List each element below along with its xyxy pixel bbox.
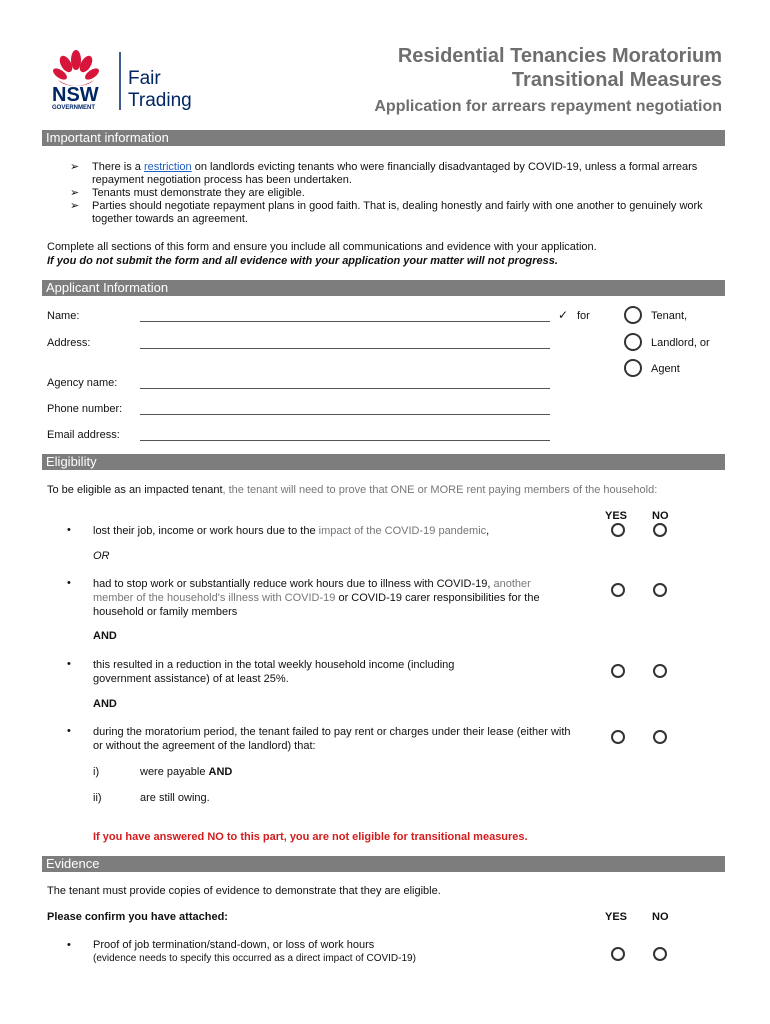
eligibility-intro: To be eligible as an impacted tenant, the tenant will need to prove that ONE or MORE rent paying members of the household: [47,484,658,496]
tenant-label: Tenant, [651,310,688,322]
logo-government-text: GOVERNMENT [52,105,96,111]
nsw-fair-trading-logo [48,44,228,124]
document-title [374,44,722,120]
name-label: Name: [47,310,80,322]
evidence-item-1: Proof of job termination/stand-down, or loss of work hours (evidence needs to specify this occurred as a direct impact of COVID-19) [93,939,416,964]
item3-yes-radio[interactable] [611,664,625,678]
phone-input[interactable] [140,404,550,415]
or-connector: OR [93,550,110,562]
complete-instructions: Complete all sections of this form and ensure you include all communications and evidence with your application. [47,241,597,253]
for-label: for [577,310,590,322]
section-header-important: Important information [42,130,725,146]
agent-radio[interactable] [624,359,642,377]
email-input[interactable] [140,430,550,441]
bullet-item: ➢ There is a restriction on landlords evicting tenants who were financially disadvantaged by COVID-19, unless a formal arrears repayment negotiation process has been undertaken. [70,161,698,186]
yes-column-header: YES [605,510,628,522]
title-line-2: Transitional Measures [511,69,722,91]
logo-fair-text: Fair [128,68,161,89]
bullet-dot: • [67,524,71,536]
sub-item-ii-text: are still owing. [140,792,210,804]
agent-label: Agent [651,363,680,375]
sub-item-ii-number: ii) [93,792,102,804]
eligibility-item-4: during the moratorium period, the tenant failed to pay rent or charges under their lease (either with or without the agreement of the landlord) that: [93,726,571,752]
logo-trading-text: Trading [128,90,192,111]
item1-no-radio[interactable] [653,523,667,537]
eligibility-item-1: lost their job, income or work hours due to the impact of the COVID-19 pandemic, [93,525,490,537]
agency-label: Agency name: [47,377,118,389]
evidence1-no-radio[interactable] [653,947,667,961]
address-input[interactable] [140,338,550,349]
section-header-applicant: Applicant Information [42,280,725,296]
sub-item-i-text: were payable AND [140,766,233,778]
item4-no-radio[interactable] [653,730,667,744]
bullet-dot: • [67,939,71,951]
bullet-item: ➢ Tenants must demonstrate they are eligible. [70,187,305,199]
and-connector-2: AND [93,698,117,710]
submission-warning: If you do not submit the form and all evidence with your application your matter will not progress. [47,255,558,267]
phone-label: Phone number: [47,403,123,415]
landlord-label: Landlord, or [651,337,710,349]
item2-yes-radio[interactable] [611,583,625,597]
evidence1-yes-radio[interactable] [611,947,625,961]
check-icon: ✓ [558,308,569,322]
and-connector-1: AND [93,630,117,642]
landlord-radio[interactable] [624,333,642,351]
eligibility-item-3: this resulted in a reduction in the total weekly household income (including government assistance) of at least 25%. [93,659,455,685]
section-header-eligibility: Eligibility [42,454,725,470]
eligibility-item-2: had to stop work or substantially reduce work hours due to illness with COVID-19, another member of the household's illness with COVID-19 or COVID-19 carer responsibilities for the household or family members [93,578,540,618]
email-label: Email address: [47,429,120,441]
item1-yes-radio[interactable] [611,523,625,537]
arrow-bullet-icon: ➢ [70,187,80,199]
bullet-item: ➢ Parties should negotiate repayment plans in good faith. That is, dealing honestly and fairly with one another to genuinely work together towards an agreement. [70,200,703,225]
address-label: Address: [47,337,91,349]
evidence-intro: The tenant must provide copies of evidence to demonstrate that they are eligible. [47,885,441,897]
sub-item-i-number: i) [93,766,100,778]
no-column-header: NO [652,510,669,522]
arrow-bullet-icon: ➢ [70,200,80,212]
section-header-evidence: Evidence [42,856,725,872]
name-input[interactable] [140,311,550,322]
title-line-1: Residential Tenancies Moratorium [397,45,722,67]
evidence-yes-header: YES [605,911,628,923]
item3-no-radio[interactable] [653,664,667,678]
tenant-radio[interactable] [624,306,642,324]
restriction-link[interactable]: restriction [143,161,192,173]
item4-yes-radio[interactable] [611,730,625,744]
bullet-dot: • [67,658,71,670]
important-bullets [70,161,710,226]
subtitle: Application for arrears repayment negotiation [374,98,722,115]
not-eligible-warning: If you have answered NO to this part, you are not eligible for transitional measures. [93,831,528,843]
agency-input[interactable] [140,378,550,389]
item2-no-radio[interactable] [653,583,667,597]
evidence-confirm-label: Please confirm you have attached: [47,911,228,923]
arrow-bullet-icon: ➢ [70,161,80,173]
bullet-dot: • [67,725,71,737]
evidence-no-header: NO [652,911,669,923]
bullet-dot: • [67,577,71,589]
logo-nsw-text: NSW [52,84,99,106]
